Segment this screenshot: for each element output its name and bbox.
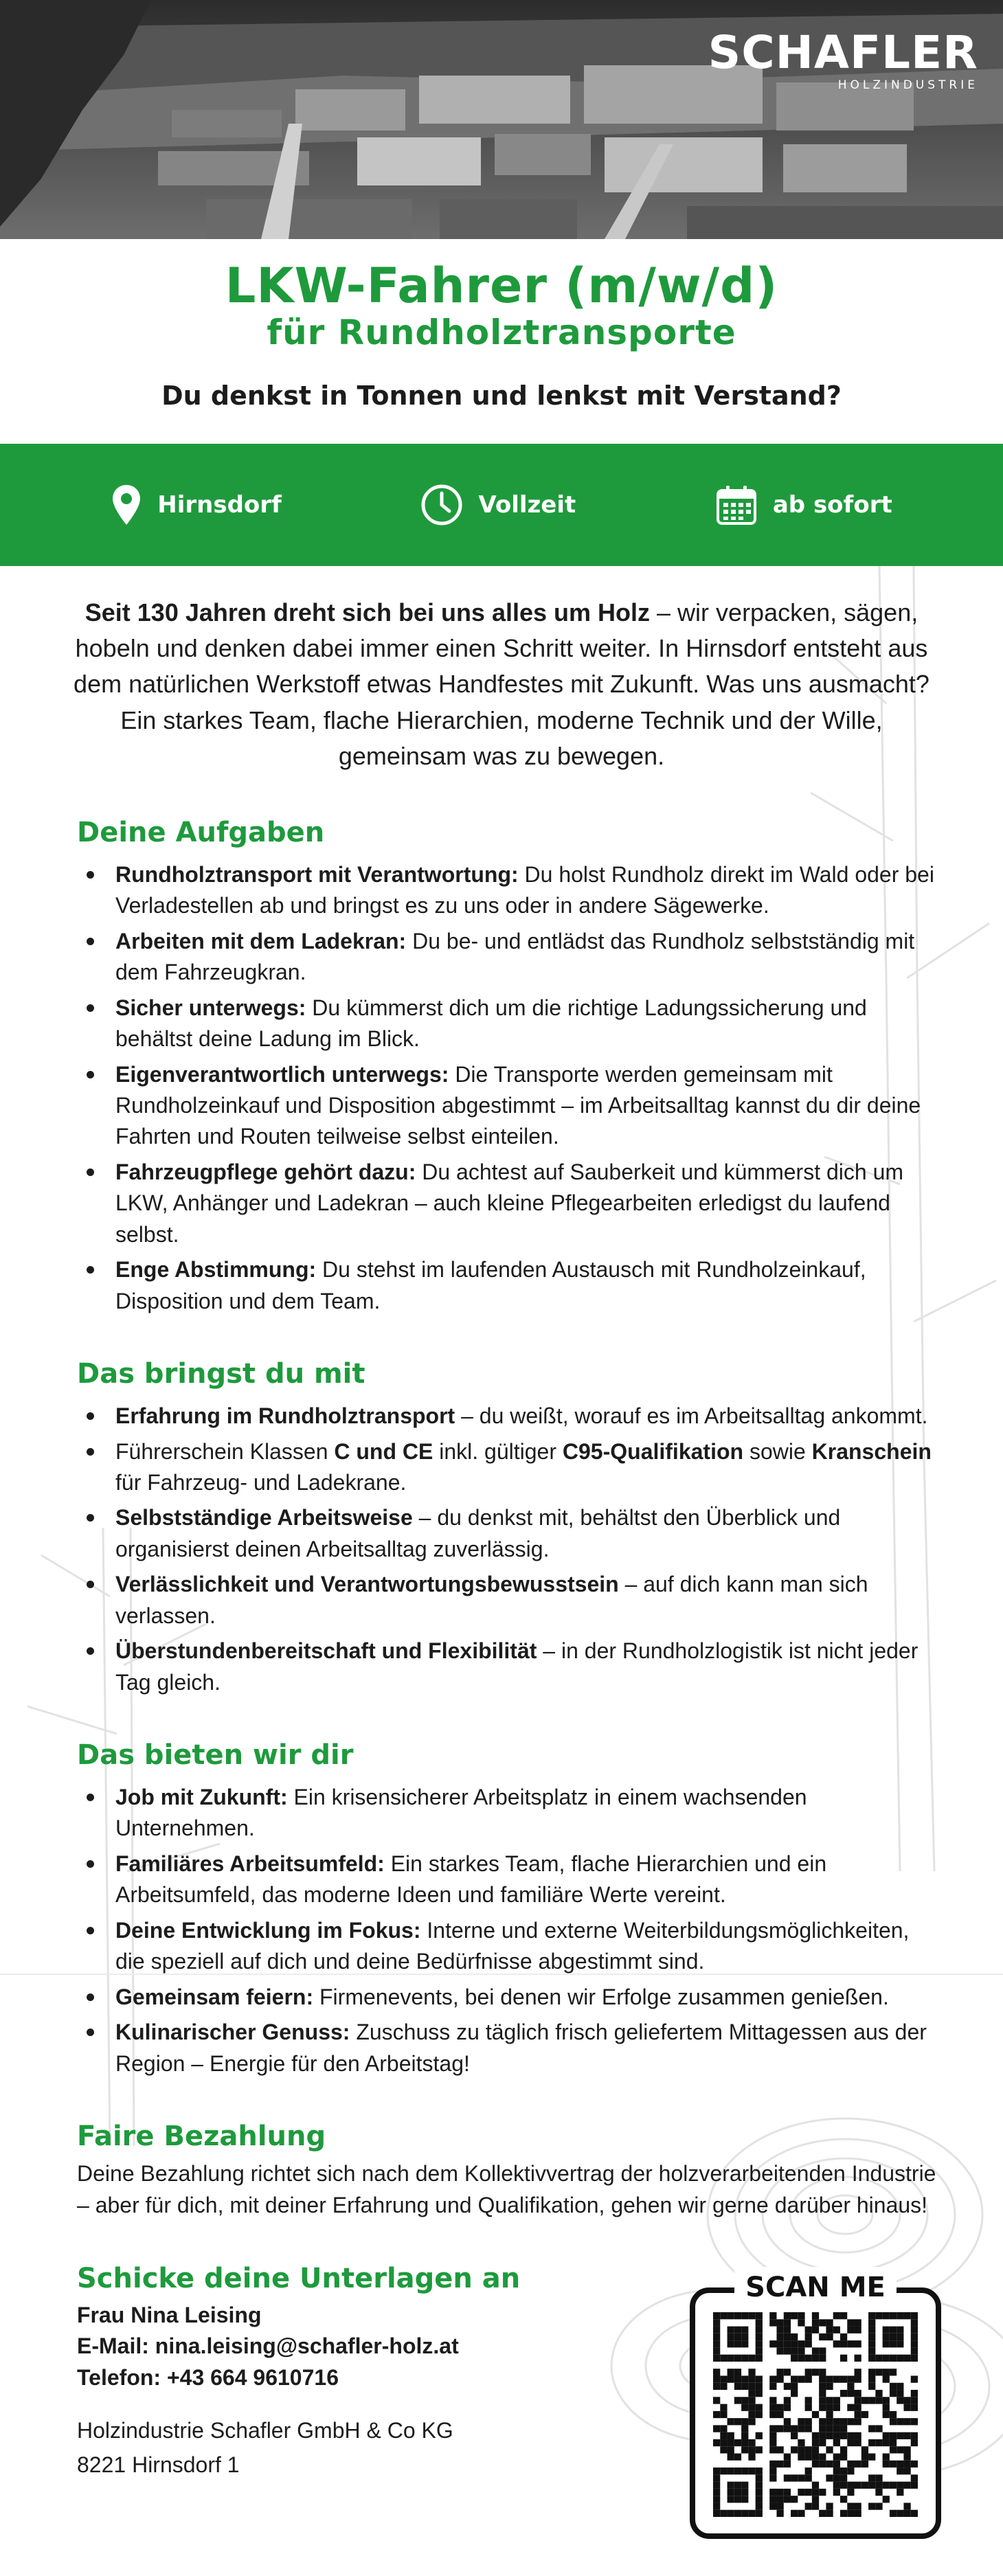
info-start <box>715 484 892 526</box>
item-bold: C95-Qualifikation <box>562 1438 744 1464</box>
job-title <box>0 260 1003 352</box>
item-bold: Enge Abstimmung: <box>115 1257 317 1283</box>
list-item <box>77 1401 943 1432</box>
job-title-main: LKW-Fahrer (m/w/d) <box>225 258 778 314</box>
logo-wordmark: SCHAFLER <box>708 26 978 79</box>
company-address <box>77 2414 640 2482</box>
item-text: Die Transporte werden gemeinsam mit Rundholzeinkauf und Disposition abgestimmt – im Arbeitsalltag kannst du dir deine Fahrten und Routen teilweise selbst einteilen. <box>115 1061 921 1149</box>
qr-code-box[interactable] <box>690 2267 941 2539</box>
list-bringst <box>77 1401 943 1698</box>
clock-icon <box>420 484 463 526</box>
list-item <box>77 1636 943 1698</box>
item-text: – auf dich kann man sich verlassen. <box>115 1572 868 1628</box>
list-item <box>77 926 943 988</box>
list-item <box>77 993 943 1055</box>
info-location <box>111 484 282 526</box>
item-text: Du stehst im laufenden Austausch mit Rundholzeinkauf, Disposition und dem Team. <box>115 1257 866 1313</box>
item-bold: Erfahrung im Rundholztransport <box>115 1403 455 1429</box>
bezahlung-text: Deine Bezahlung richtet sich nach dem Kollektivvertrag der holzverarbeitenden Industrie – aber für dich, mit deiner Erfahrung und Qualifikation, gehen wir gerne darüber hinaus! <box>77 2160 936 2218</box>
list-item <box>77 1569 943 1631</box>
calendar-icon <box>715 484 758 526</box>
item-text: Interne und externe Weiterbildungsmöglichkeiten, die speziell auf dich und deine Bedürfnisse abgestimmt sind. <box>115 1917 910 1974</box>
item-bold: Gemeinsam feiern: <box>115 1984 314 2009</box>
item-bold: C und CE <box>334 1438 433 1464</box>
intro-lead: Seit 130 Jahren dreht sich bei uns alles um Holz <box>84 598 651 626</box>
item-text: Ein krisensicherer Arbeitsplatz in einem wachsenden Unternehmen. <box>115 1785 807 1841</box>
hero-image <box>0 0 1003 239</box>
item-bold: Sicher unterwegs: <box>115 995 306 1020</box>
heading-bringst: Das bringst du mit <box>77 1358 365 1390</box>
list-aufgaben <box>77 859 943 1317</box>
heading-bieten: Das bieten wir dir <box>77 1739 354 1771</box>
list-item <box>77 1157 943 1250</box>
item-bold: Kranschein <box>811 1438 932 1464</box>
contact-email[interactable]: E-Mail: nina.leising@schafler-holz.at <box>77 2334 459 2359</box>
heading-bezahlung: Faire Bezahlung <box>77 2120 326 2152</box>
company-name: Holzindustrie Schafler GmbH & Co KG <box>77 2418 453 2443</box>
schafler-logo <box>708 26 978 92</box>
item-text: Du achtest auf Sauberkeit und kümmerst dich um LKW, Anhänger und Ladekran – auch kleine Pflegearbeiten erledigst du laufend selbst. <box>115 1159 904 1247</box>
item-text: Zuschuss zu täglich frisch geliefertem Mittagessen aus der Region – Energie für den Arbeitstag! <box>115 2020 927 2076</box>
intro-rest: – wir verpacken, sägen, hobeln und denken dabei immer einen Schritt weiter. In Hirnsdorf entsteht aus dem natürlichen Werkstoff etwas Handfestes mit Zukunft. Was uns ausmacht? Ein starkes Team, flache Hierarchien, moderne Technik und der Wille, gemeinsam was zu bewegen. <box>74 598 929 770</box>
section-bringst <box>77 1358 943 1698</box>
list-item <box>77 1849 943 1911</box>
list-item <box>77 2017 943 2079</box>
info-start-label: ab sofort <box>772 491 892 519</box>
item-text: Führerschein Klassen <box>115 1438 335 1464</box>
section-aufgaben <box>77 817 943 1317</box>
heading-aufgaben: Deine Aufgaben <box>77 816 325 848</box>
job-info-bar <box>0 444 1003 566</box>
item-text: sowie <box>743 1438 812 1464</box>
qr-label <box>690 2267 941 2308</box>
slogan: Du denkst in Tonnen und lenkst mit Verstand? <box>161 381 842 411</box>
location-pin-icon <box>111 484 142 526</box>
section-bezahlung <box>77 2121 943 2222</box>
item-text: inkl. gültiger <box>433 1438 563 1464</box>
list-item <box>77 859 943 922</box>
item-text: Firmenevents, bei denen wir Erfolge zusammen genießen. <box>313 1984 889 2009</box>
info-location-label: Hirnsdorf <box>157 491 282 519</box>
info-type-label: Vollzeit <box>478 491 576 519</box>
item-bold: Job mit Zukunft: <box>115 1785 288 1809</box>
contact-details <box>77 2300 640 2393</box>
item-bold: Rundholztransport mit Verantwortung: <box>115 861 519 887</box>
item-bold: Deine Entwicklung im Fokus: <box>115 1917 421 1943</box>
list-bieten <box>77 1782 943 2079</box>
section-kontakt <box>77 2263 640 2483</box>
contact-phone[interactable]: Telefon: +43 664 9610716 <box>77 2364 339 2390</box>
list-item <box>77 1254 943 1317</box>
item-text: Du be- und entlädst das Rundholz selbstständig mit dem Fahrzeugkran. <box>115 928 915 985</box>
item-bold: Fahrzeugpflege gehört dazu: <box>115 1159 416 1184</box>
item-text: Du holst Rundholz direkt im Wald oder bei Verladestellen ab und bringst es zu uns oder in andere Sägewerke. <box>115 861 934 918</box>
item-bold: Selbstständige Arbeitsweise <box>115 1505 413 1530</box>
qr-label-text: SCAN ME <box>734 2267 897 2308</box>
item-text: Ein starkes Team, flache Hierarchien und ein Arbeitsumfeld, das moderne Ideen und familiäre Werte vereint. <box>115 1851 827 1908</box>
info-type <box>420 484 576 526</box>
item-bold: Eigenverantwortlich unterwegs: <box>115 1061 449 1087</box>
item-text: – du denkst mit, behältst den Überblick und organisierst deinen Arbeitsalltag zuverlässig. <box>115 1505 841 1561</box>
item-text: Du kümmerst dich um die richtige Ladungssicherung und behältst deine Ladung im Blick. <box>115 995 867 1052</box>
item-bold: Kulinarischer Genuss: <box>115 2020 350 2045</box>
logo-tagline: HOLZINDUSTRIE <box>837 78 978 92</box>
intro-paragraph <box>69 595 934 774</box>
item-bold: Familiäres Arbeitsumfeld: <box>115 1851 385 1876</box>
contact-name: Frau Nina Leising <box>77 2302 262 2327</box>
list-item <box>77 1915 943 1978</box>
list-item <box>77 1502 943 1565</box>
list-item <box>77 1982 943 2013</box>
company-street: 8221 Hirnsdorf 1 <box>77 2452 240 2477</box>
item-text: – du weißt, worauf es im Arbeitsalltag ankommt. <box>455 1403 928 1429</box>
item-text: – in der Rundholzlogistik ist nicht jeder Tag gleich. <box>115 1638 919 1695</box>
list-item <box>77 1436 943 1499</box>
item-bold: Arbeiten mit dem Ladekran: <box>115 928 407 953</box>
item-bold: Verlässlichkeit und Verantwortungsbewusstsein <box>115 1572 619 1597</box>
heading-kontakt: Schicke deine Unterlagen an <box>77 2262 521 2294</box>
qr-code-icon[interactable] <box>713 2312 918 2517</box>
list-item <box>77 1059 943 1153</box>
item-bold: Überstundenbereitschaft und Flexibilität <box>115 1638 537 1664</box>
item-text: für Fahrzeug- und Ladekrane. <box>115 1469 407 1495</box>
list-item <box>77 1782 943 1844</box>
section-bieten <box>77 1739 943 2079</box>
job-description <box>0 595 1003 2482</box>
job-title-sub: für Rundholztransporte <box>267 313 736 352</box>
